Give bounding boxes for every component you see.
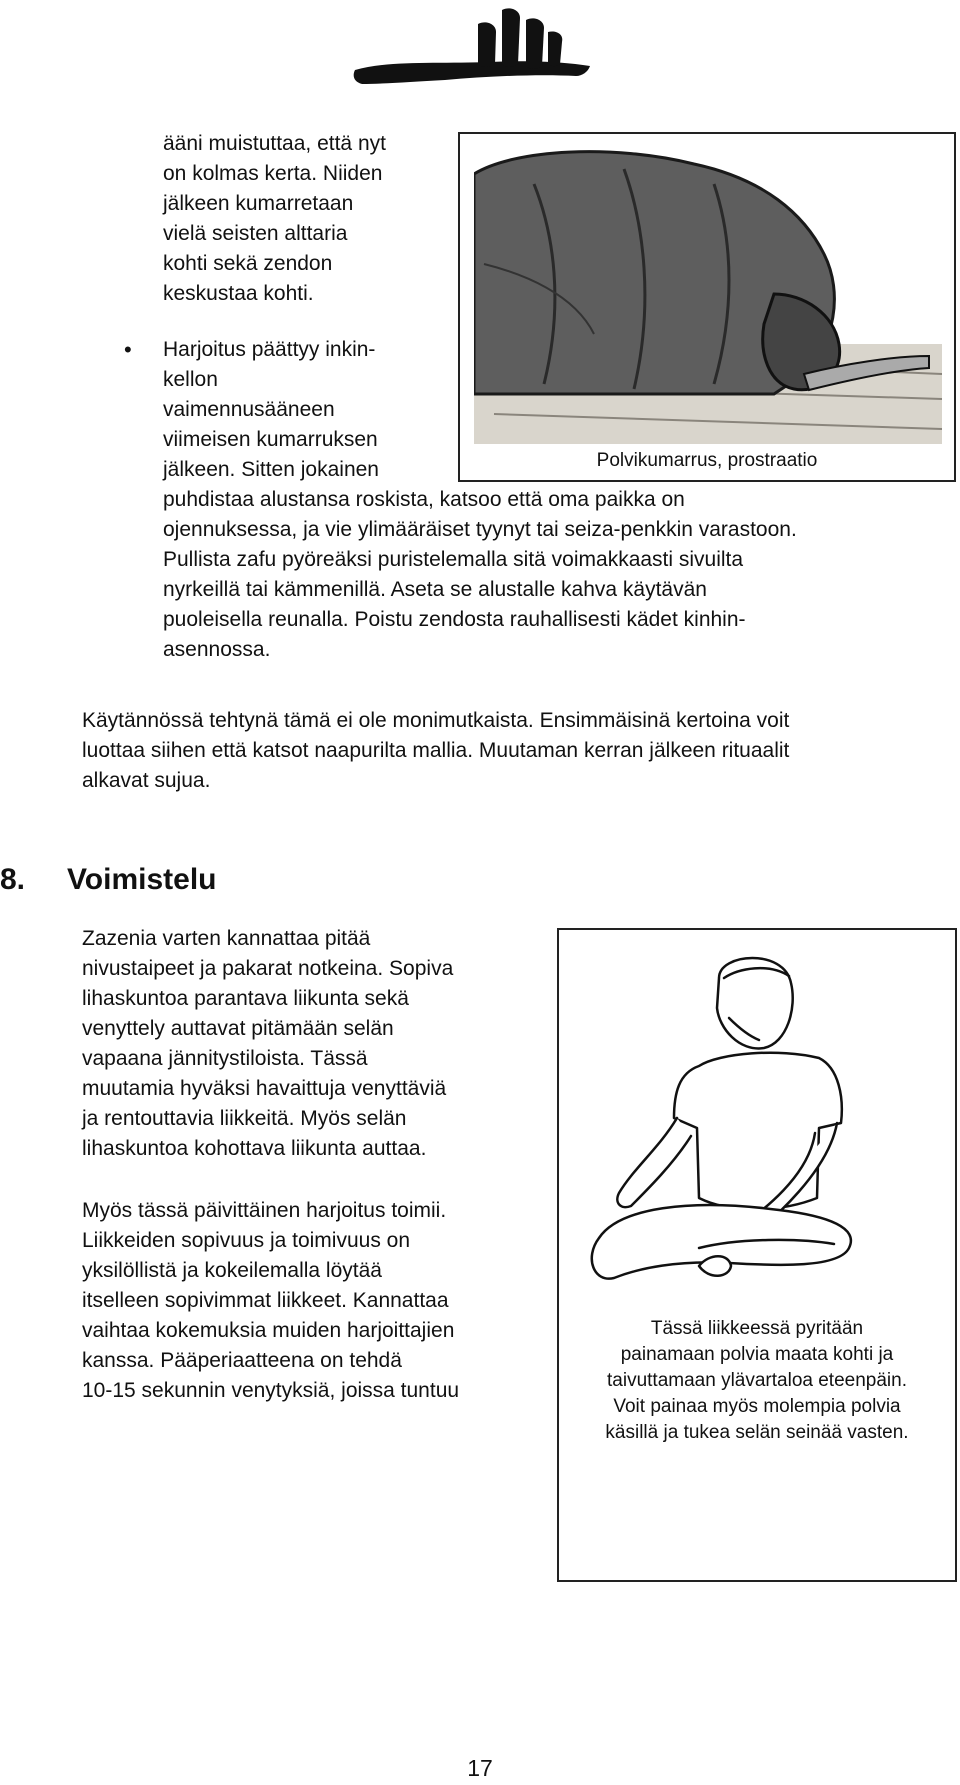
caption-line: taivuttamaan ylävartaloa eteenpäin. <box>607 1370 907 1391</box>
figure-caption <box>567 1316 947 1446</box>
text-line: venyttely auttavat pitämään selän <box>82 1017 394 1040</box>
text-line: kanssa. Pääperiaatteena on tehdä <box>82 1349 402 1372</box>
exercise-paragraph-1 <box>82 924 453 1164</box>
section-number: 8. <box>0 863 26 896</box>
bullet-paragraph-wide <box>163 485 797 665</box>
text-line: vaimennusääneen <box>163 398 335 421</box>
text-line: yksilöllistä ja kokeilemalla löytää <box>82 1259 382 1282</box>
text-line: ääni muistuttaa, että nyt <box>163 132 386 155</box>
text-line: puoleisella reunalla. Poistu zendosta rauhallisesti kädet kinhin- <box>163 608 746 631</box>
text-line: lihaskuntoa kohottava liikunta auttaa. <box>82 1137 427 1160</box>
text-line: 10-15 sekunnin venytyksiä, joissa tuntuu <box>82 1379 460 1402</box>
text-line: on kolmas kerta. Niiden <box>163 162 383 185</box>
practice-paragraph <box>82 706 789 796</box>
text-line: jälkeen kumarretaan <box>163 192 354 215</box>
text-line: asennossa. <box>163 638 271 661</box>
caption-line: Voit painaa myös molempia polvia <box>613 1396 901 1417</box>
text-line: kellon <box>163 368 218 391</box>
text-line: lihaskuntoa parantava liikunta sekä <box>82 987 409 1010</box>
text-line: alkavat sujua. <box>82 769 211 792</box>
text-line: kohti sekä zendon <box>163 252 333 275</box>
text-line: Liikkeiden sopivuus ja toimivuus on <box>82 1229 411 1252</box>
text-line: nyrkeillä tai kämmenillä. Aseta se alustalle kahva käytävän <box>163 578 707 601</box>
text-line: ja rentouttavia liikkeitä. Myös selän <box>82 1107 407 1130</box>
text-line: Pullista zafu pyöreäksi puristelemalla sitä voimakkaasti sivuilta <box>163 548 744 571</box>
caption-line: Tässä liikkeessä pyritään <box>650 1318 864 1339</box>
text-line: ojennuksessa, ja vie ylimääräiset tyynyt tai seiza-penkkin varastoon. <box>163 518 797 541</box>
text-line: Käytännössä tehtynä tämä ei ole monimutkaista. Ensimmäisinä kertoina voit <box>82 709 790 732</box>
section-title: Voimistelu <box>67 863 217 896</box>
text-line: jälkeen. Sitten jokainen <box>163 458 379 481</box>
seated-stretch-illustration <box>579 948 939 1308</box>
figure-caption: Polvikumarrus, prostraatio <box>596 450 818 471</box>
calligraphy-logo <box>350 2 600 97</box>
text-line: viimeisen kumarruksen <box>163 428 378 451</box>
text-line: Zazenia varten kannattaa pitää <box>82 927 371 950</box>
text-line: vielä seisten alttaria <box>163 222 348 245</box>
page-number: 17 <box>467 1755 493 1781</box>
text-line: Myös tässä päivittäinen harjoitus toimii. <box>82 1199 447 1222</box>
stretch-figure <box>557 928 957 1582</box>
text-line: vaihtaa kokemuksia muiden harjoittajien <box>82 1319 455 1342</box>
text-line: nivustaipeet ja pakarat notkeina. Sopiva <box>82 957 454 980</box>
top-paragraph <box>163 129 386 309</box>
text-line: muutamia hyväksi havaittuja venyttäviä <box>82 1077 447 1100</box>
text-line: puhdistaa alustansa roskista, katsoo että oma paikka on <box>163 488 685 511</box>
bullet-marker: • <box>124 337 132 362</box>
text-line: keskustaa kohti. <box>163 282 314 305</box>
caption-line: painamaan polvia maata kohti ja <box>620 1344 894 1365</box>
text-line: Harjoitus päättyy inkin- <box>163 338 376 361</box>
prostration-illustration <box>474 144 942 444</box>
bullet-paragraph-narrow <box>163 335 379 485</box>
prostration-figure <box>458 132 956 482</box>
text-line: luottaa siihen että katsot naapurilta mallia. Muutaman kerran jälkeen rituaalit <box>82 739 790 762</box>
caption-line: käsillä ja tukea selän seinää vasten. <box>605 1422 909 1443</box>
text-line: itselleen sopivimmat liikkeet. Kannattaa <box>82 1289 449 1312</box>
text-line: vapaana jännitystiloista. Tässä <box>82 1047 368 1070</box>
exercise-paragraph-2 <box>82 1196 459 1406</box>
